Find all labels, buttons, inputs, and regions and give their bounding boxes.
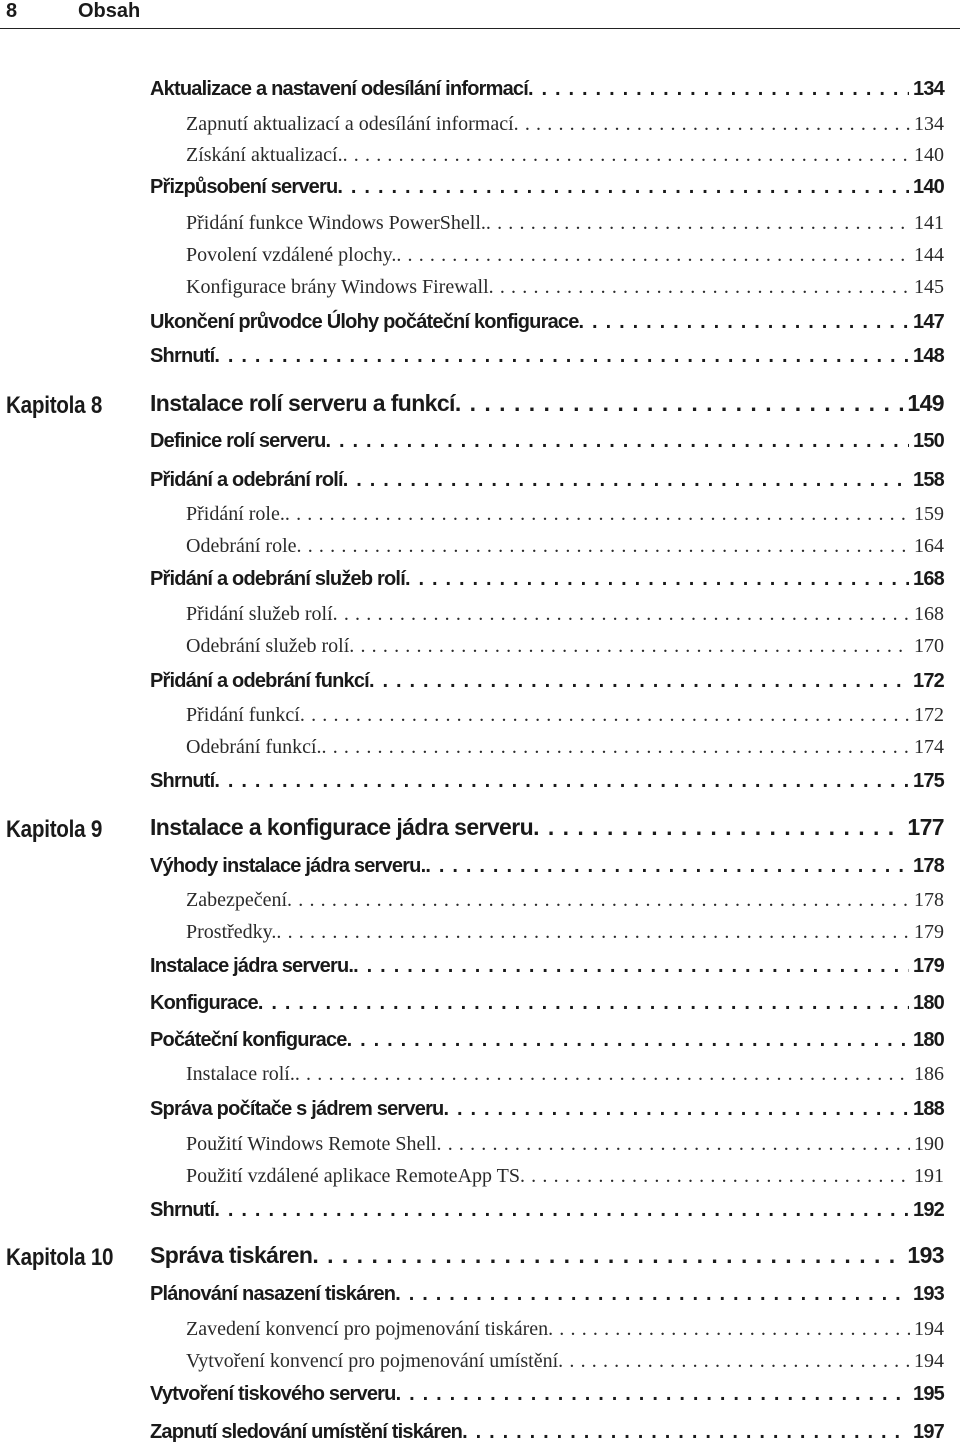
dot-leader	[396, 1383, 909, 1406]
toc-page-number: 197	[913, 1421, 944, 1443]
toc-page-number: 140	[913, 176, 944, 198]
toc-entry	[0, 955, 960, 981]
dot-leader	[369, 670, 909, 693]
toc-entry	[0, 176, 960, 202]
toc-page-number: 191	[914, 1165, 944, 1187]
dot-leader	[558, 1350, 910, 1373]
toc-entry	[0, 855, 960, 881]
toc-title: Odebrání funkcí.	[186, 736, 322, 758]
toc-title: Konfigurace brány Windows Firewall	[186, 276, 489, 298]
toc-title: Ukončení průvodce Úlohy počáteční konfigurace	[150, 311, 579, 333]
dot-leader	[214, 345, 909, 368]
toc-title: Přidání a odebrání funkcí	[150, 670, 369, 692]
dot-leader	[337, 176, 909, 199]
dot-leader	[486, 212, 910, 235]
toc-line	[186, 212, 944, 236]
toc-line	[150, 814, 944, 844]
toc-page-number: 172	[913, 670, 944, 692]
toc-line	[186, 736, 944, 760]
toc-line	[186, 1350, 944, 1374]
toc-title: Přidání funkcí	[186, 704, 300, 726]
dot-leader	[258, 992, 909, 1015]
toc-line	[186, 603, 944, 627]
dot-leader	[533, 814, 903, 841]
toc-entry	[0, 1383, 960, 1409]
toc-page-number: 194	[914, 1318, 944, 1340]
dot-leader	[214, 1199, 909, 1222]
toc-title: Zapnutí sledování umístění tiskáren	[150, 1421, 463, 1443]
toc-page-number: 180	[913, 1029, 944, 1051]
dot-leader	[396, 244, 910, 267]
toc-page-number: 186	[914, 1063, 944, 1085]
dot-leader	[214, 770, 909, 793]
toc-title: Zapnutí aktualizací a odesílání informací	[186, 113, 514, 135]
toc-page-number: 168	[913, 568, 944, 590]
toc-page-number: 134	[914, 113, 944, 135]
toc-entry	[0, 144, 960, 168]
dot-leader	[425, 855, 909, 878]
dot-leader	[579, 311, 909, 334]
dot-leader	[395, 1283, 909, 1306]
toc-title: Vytvoření konvencí pro pojmenování umístění	[186, 1350, 559, 1372]
toc-line	[186, 635, 944, 659]
toc-line	[150, 855, 944, 881]
toc-page-number: 192	[913, 1199, 944, 1221]
toc-page-number: 145	[914, 276, 944, 298]
toc-page-number: 144	[914, 244, 944, 266]
toc-line	[150, 568, 944, 594]
toc-line	[150, 670, 944, 696]
dot-leader	[520, 1165, 910, 1188]
page-number: 8	[6, 0, 18, 22]
toc-line	[186, 1165, 944, 1189]
toc-entry	[0, 770, 960, 796]
dot-leader	[353, 955, 909, 978]
toc-chapter	[0, 390, 960, 420]
toc-entry	[0, 503, 960, 527]
toc-page-number: 193	[907, 1242, 944, 1268]
toc-page-number: 147	[913, 311, 944, 333]
dot-leader	[343, 469, 909, 492]
toc-line	[150, 770, 944, 796]
toc-entry	[0, 889, 960, 913]
toc-page-number: 159	[914, 503, 944, 525]
toc-entry	[0, 1029, 960, 1055]
toc-page-number: 174	[914, 736, 944, 758]
dot-leader	[548, 1318, 910, 1341]
toc-title: Odebrání role	[186, 535, 297, 557]
toc-entry	[0, 535, 960, 559]
dot-leader	[312, 1242, 903, 1269]
toc-entry	[0, 1165, 960, 1189]
toc-line	[186, 921, 944, 945]
toc-title: Správa počítače s jádrem serveru	[150, 1098, 444, 1120]
toc-entry	[0, 244, 960, 268]
toc-line	[150, 176, 944, 202]
toc-entry	[0, 670, 960, 696]
dot-leader	[405, 568, 909, 591]
toc-page-number: 178	[913, 855, 944, 877]
toc-line	[150, 345, 944, 371]
toc-line	[186, 276, 944, 300]
toc-title: Přizpůsobení serveru	[150, 176, 338, 198]
dot-leader	[333, 603, 910, 626]
toc-title: Konfigurace	[150, 992, 258, 1014]
toc-title: Instalace rolí serveru a funkcí	[150, 390, 455, 416]
toc-title: Přidání služeb rolí	[186, 603, 333, 625]
toc-page-number: 175	[913, 770, 944, 792]
toc-title: Přidání funkce Windows PowerShell.	[186, 212, 486, 234]
toc-chapter	[0, 1242, 960, 1272]
toc-page-number: 140	[914, 144, 944, 166]
toc-entry	[0, 113, 960, 137]
toc-line	[186, 1063, 944, 1087]
toc-page-number: 190	[914, 1133, 944, 1155]
dot-leader	[443, 1098, 909, 1121]
toc-line	[186, 889, 944, 913]
toc-entry	[0, 992, 960, 1018]
toc-page-number: 164	[914, 535, 944, 557]
dot-leader	[300, 704, 910, 727]
toc-entry	[0, 635, 960, 659]
toc-page-number: 134	[913, 78, 944, 100]
dot-leader	[295, 1063, 910, 1086]
toc-line	[150, 1098, 944, 1124]
toc-entry	[0, 276, 960, 300]
toc-title: Vytvoření tiskového serveru	[150, 1383, 396, 1405]
toc-title: Povolení vzdálené plochy.	[186, 244, 397, 266]
toc-entry	[0, 430, 960, 456]
toc-page-number: 194	[914, 1350, 944, 1372]
dot-leader	[343, 144, 910, 167]
dot-leader	[285, 503, 910, 526]
toc-line	[150, 1199, 944, 1225]
toc-entry	[0, 704, 960, 728]
toc-chapter	[0, 814, 960, 844]
toc-entry	[0, 1098, 960, 1124]
toc-line	[150, 992, 944, 1018]
chapter-label: Kapitola 10	[6, 1244, 114, 1271]
toc-title: Počáteční konfigurace	[150, 1029, 347, 1051]
toc-line	[150, 390, 944, 420]
toc-line	[150, 1283, 944, 1309]
toc-title: Instalace jádra serveru.	[150, 955, 354, 977]
toc-line	[150, 430, 944, 456]
toc-page-number: 178	[914, 889, 944, 911]
toc-title: Použití vzdálené aplikace RemoteApp TS	[186, 1165, 520, 1187]
toc-title: Zavedení konvencí pro pojmenování tiskáren	[186, 1318, 549, 1340]
toc-line	[186, 144, 944, 168]
toc-entry	[0, 1421, 960, 1447]
toc-title: Shrnutí	[150, 1199, 215, 1221]
toc-entry	[0, 603, 960, 627]
toc-line	[186, 113, 944, 137]
toc-page-number: 193	[913, 1283, 944, 1305]
toc-title: Plánování nasazení tiskáren	[150, 1283, 396, 1305]
toc-entry	[0, 1199, 960, 1225]
dot-leader	[287, 889, 910, 912]
toc-title: Použití Windows Remote Shell	[186, 1133, 437, 1155]
toc-entry	[0, 921, 960, 945]
toc-entry	[0, 568, 960, 594]
toc-line	[186, 1133, 944, 1157]
dot-leader	[322, 736, 910, 759]
toc-title: Získání aktualizací.	[186, 144, 343, 166]
dot-leader	[326, 430, 910, 453]
dot-leader	[347, 1029, 909, 1052]
dot-leader	[437, 1133, 911, 1156]
dot-leader	[276, 921, 910, 944]
dot-leader	[489, 276, 910, 299]
chapter-label: Kapitola 9	[6, 816, 103, 843]
toc-entry	[0, 1283, 960, 1309]
toc-page-number: 170	[914, 635, 944, 657]
toc-page-number: 158	[913, 469, 944, 491]
toc-page-number: 141	[914, 212, 944, 234]
toc-page-number: 179	[913, 955, 944, 977]
toc-line	[150, 1029, 944, 1055]
toc-title: Shrnutí	[150, 345, 215, 367]
chapter-label: Kapitola 8	[6, 392, 103, 419]
toc-line	[150, 469, 944, 495]
toc-title: Odebrání služeb rolí	[186, 635, 350, 657]
dot-leader	[528, 78, 909, 101]
toc-title: Shrnutí	[150, 770, 215, 792]
toc-title: Zabezpečení	[186, 889, 288, 911]
toc-title: Přidání role.	[186, 503, 285, 525]
toc-entry	[0, 1318, 960, 1342]
toc-page-number: 188	[913, 1098, 944, 1120]
toc-entry	[0, 1063, 960, 1087]
toc-entry	[0, 736, 960, 760]
dot-leader	[514, 113, 910, 136]
page-title: Obsah	[78, 0, 141, 22]
toc-line	[186, 1318, 944, 1342]
toc-line	[150, 1421, 944, 1447]
toc-title: Přidání a odebrání služeb rolí	[150, 568, 405, 590]
toc-line	[186, 503, 944, 527]
toc-line	[150, 955, 944, 981]
toc-page-number: 180	[913, 992, 944, 1014]
toc-line	[186, 704, 944, 728]
toc-entry	[0, 212, 960, 236]
toc-title: Výhody instalace jádra serveru.	[150, 855, 426, 877]
toc-line	[150, 311, 944, 337]
toc-title: Aktualizace a nastavení odesílání informací	[150, 78, 528, 100]
toc-title: Instalace rolí.	[186, 1063, 295, 1085]
toc-entry	[0, 1133, 960, 1157]
dot-leader	[455, 390, 904, 417]
toc-line	[150, 78, 944, 104]
toc-page-number: 168	[914, 603, 944, 625]
toc-title: Prostředky.	[186, 921, 277, 943]
dot-leader	[349, 635, 910, 658]
toc-page-number: 179	[914, 921, 944, 943]
toc-line	[186, 535, 944, 559]
toc-page-number: 149	[907, 390, 944, 416]
toc-entry	[0, 78, 960, 104]
toc-title: Instalace a konfigurace jádra serveru	[150, 814, 534, 840]
toc-title: Přidání a odebrání rolí	[150, 469, 343, 491]
toc-line	[150, 1242, 944, 1272]
dot-leader	[462, 1421, 909, 1444]
toc-title: Definice rolí serveru	[150, 430, 326, 452]
toc-title: Správa tiskáren	[150, 1242, 313, 1268]
toc-page-number: 148	[913, 345, 944, 367]
toc-entry	[0, 469, 960, 495]
toc-page-number: 172	[914, 704, 944, 726]
toc-page-number: 177	[907, 814, 944, 840]
toc-line	[186, 244, 944, 268]
toc-entry	[0, 1350, 960, 1374]
toc-page-number: 195	[913, 1383, 944, 1405]
toc-entry	[0, 345, 960, 371]
dot-leader	[297, 535, 910, 558]
toc-entry	[0, 311, 960, 337]
toc-line	[150, 1383, 944, 1409]
toc-page-number: 150	[913, 430, 944, 452]
